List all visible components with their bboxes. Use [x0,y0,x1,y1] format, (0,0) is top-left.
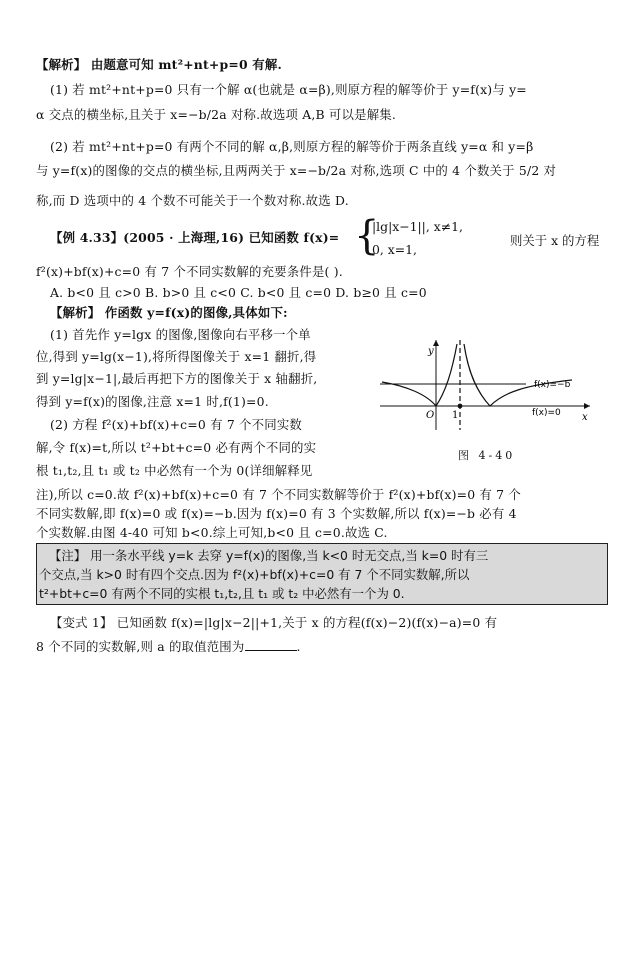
x-label: x [582,412,588,423]
function-graph [376,336,594,432]
y-label: y [428,346,434,357]
variant-line-2: 8 个不同的实数解,则 a 的取值范围为 [36,639,245,654]
right-branch [464,344,572,406]
origin-label: O [426,410,435,421]
line-upper-label: f(x)=−b [534,380,571,390]
note-box [36,543,608,605]
line-2: (1) 若 mt²+nt+p=0 只有一个解 α(也就是 α=β),则原方程的解等价于 y=f(x)与 y= [50,82,527,97]
line-12: 位,得到 y=lg(x−1),将所得图像关于 x=1 翻折,得 [36,349,317,364]
line-13: 到 y=lg|x−1|,最后再把下方的图像关于 x 轴翻折, [36,371,318,386]
x-axis-arrow [584,403,590,409]
tick-one-label: 1 [452,410,459,421]
example-heading: 【例 4.33】(2005 · 上海理,16) 已知函数 f(x)= [50,230,340,245]
line-lower-label: f(x)=0 [532,408,561,418]
line-14: 得到 y=f(x)的图像,注意 x=1 时,f(1)=0. [36,394,269,409]
line-16: 解,令 f(x)=t,所以 t²+bt+c=0 必有两个不同的实 [36,440,317,455]
y-axis-arrow [433,340,439,346]
answer-options: A. b<0 且 c>0 B. b>0 且 c<0 C. b<0 且 c=0 D. b≥0 且 c=0 [50,285,427,300]
line-5: 与 y=f(x)的图像的交点的横坐标,且两两关于 x=−b/2a 对称,选项 C 中的 4 个数关于 5/2 对 [36,163,557,178]
note-line-2: 个交点,当 k>0 时有四个交点.因为 f²(x)+bf(x)+c=0 有 7 个不同实数解,所以 [39,567,470,582]
line-18: 注),所以 c=0.故 f²(x)+bf(x)+c=0 有 7 个不同实数解等价于 f²(x)+bf(x)=0 有 7 个 [36,487,521,502]
variant-heading: 【变式 1】 已知函数 f(x)=|lg|x−2||+1,关于 x 的方程(f(x)−2)(f(x)−a)=0 有 [50,615,498,630]
line-6: 称,而 D 选项中的 4 个数不可能关于一个数对称.故选 D. [36,193,349,208]
example-heading-tail: 则关于 x 的方程 [510,233,600,248]
line-15: (2) 方程 f²(x)+bf(x)+c=0 有 7 个不同实数 [50,417,303,432]
answer-blank[interactable] [245,638,297,651]
analysis-heading: 【解析】 作函数 y=f(x)的图像,具体如下: [50,305,288,320]
line-17: 根 t₁,t₂,且 t₁ 或 t₂ 中必然有一个为 0(详细解释见 [36,463,313,478]
note-line-3: t²+bt+c=0 有两个不同的实根 t₁,t₂,且 t₁ 或 t₂ 中必然有一个为 0. [39,586,405,601]
point-1-0 [458,404,463,409]
line-8: f²(x)+bf(x)+c=0 有 7 个不同实数解的充要条件是( ). [36,264,343,279]
line-11: (1) 首先作 y=lgx 的图像,图像向右平移一个单 [50,327,311,342]
note-line-1: 【注】 用一条水平线 y=k 去穿 y=f(x)的图像,当 k<0 时无交点,当 k=0 时有三 [49,548,489,563]
left-branch [382,344,457,406]
piecewise-brace: { [354,213,380,259]
line-20: 个实数解.由图 4-40 可知 b<0.综上可知,b<0 且 c=0.故选 C. [36,525,388,540]
line-3: α 交点的横坐标,且关于 x=−b/2a 对称.故选项 A,B 可以是解集. [36,107,397,122]
line-1: 【解析】 由题意可知 mt²+nt+p=0 有解. [36,57,282,72]
piecewise-case-2: 0, x=1, [372,242,417,257]
line-19: 不同实数解,即 f(x)=0 或 f(x)=−b.因为 f(x)=0 有 3 个实数解,所以 f(x)=−b 必有 4 [36,506,517,521]
line-4: (2) 若 mt²+nt+p=0 有两个不同的解 α,β,则原方程的解等价于两条直线 y=α 和 y=β [50,139,534,154]
figure-caption: 图 4-40 [458,449,516,462]
variant-line-2-end: . [296,639,301,654]
piecewise-case-1: |lg|x−1||, x≠1, [372,219,463,234]
